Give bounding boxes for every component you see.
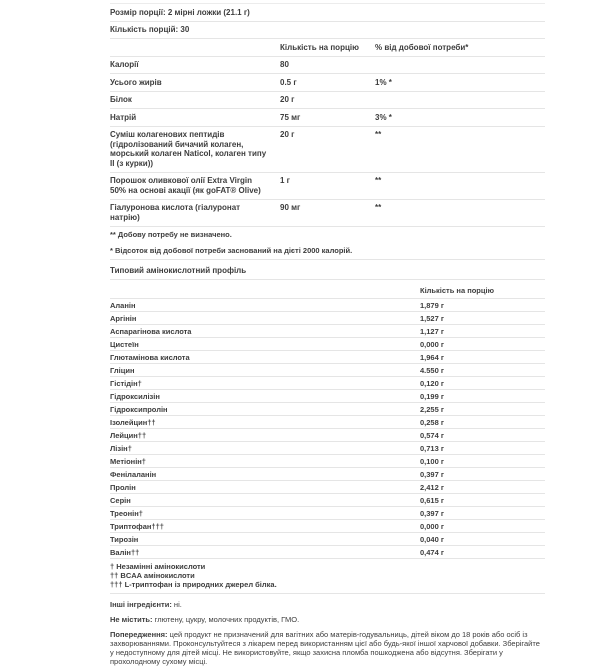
facts-row [110, 109, 545, 127]
amino-name: Аспарагінова кислота [110, 326, 192, 336]
serving-size-text: Розмір порції: 2 мірні ложки (21.1 г) [110, 7, 250, 17]
amino-footnotes [110, 559, 545, 594]
facts-col-dv-header: % від добової потреби* [375, 42, 469, 52]
amino-row [110, 338, 545, 351]
amino-row [110, 312, 545, 325]
facts-row [110, 92, 545, 110]
nutrient-name: Гіалуронова кислота (гіалуронат натрію) [110, 203, 241, 222]
warning-paragraph [110, 630, 545, 666]
amino-name: Серін [110, 495, 131, 505]
free-of-line [110, 615, 545, 624]
amino-row [110, 325, 545, 338]
amino-row [110, 416, 545, 429]
warning-label: Попередження: [110, 630, 168, 639]
amino-amount: 0,000 г [420, 521, 444, 531]
amino-table [110, 299, 545, 559]
nutrient-name: Усього жирів [110, 77, 162, 87]
facts-row [110, 200, 545, 227]
facts-row [110, 57, 545, 75]
amino-amount: 1,964 г [420, 352, 444, 362]
facts-row [110, 173, 545, 200]
nutrient-daily-value: ** [375, 203, 382, 212]
amino-amount: 0,040 г [420, 534, 444, 544]
amino-amount: 0,000 г [420, 339, 444, 349]
amino-row [110, 546, 545, 559]
nutrient-daily-value: ** [375, 130, 382, 139]
amino-row [110, 494, 545, 507]
amino-row [110, 520, 545, 533]
amino-amount: 0,615 г [420, 495, 444, 505]
amino-name: Фенілаланін [110, 469, 157, 479]
amino-name: Цистеїн [110, 339, 139, 349]
amino-name: Аланін [110, 300, 136, 310]
amino-amount: 4.550 г [420, 365, 444, 375]
nutrient-amount: 1 г [280, 176, 291, 185]
amino-row [110, 364, 545, 377]
amino-header-row [110, 283, 545, 299]
amino-row [110, 481, 545, 494]
amino-row [110, 390, 545, 403]
amino-name: Глютамінова кислота [110, 352, 190, 362]
nutrient-name: Суміш колагенових пептидів (гідролізований бичачий колаген, морський колаген Naticol, колаген типу II (з курки)) [110, 130, 267, 168]
amino-row [110, 377, 545, 390]
amino-col-amount-header: Кількість на порцію [420, 286, 494, 295]
facts-header-row [110, 39, 545, 57]
nutrient-name: Натрій [110, 112, 137, 122]
nutrient-amount: 20 г [280, 130, 295, 139]
amino-name: Лізін† [110, 443, 132, 453]
amino-footnote: ††† L-триптофан із природних джерел білка. [110, 580, 277, 589]
nutrient-amount: 80 [280, 60, 289, 69]
amino-amount: 1,527 г [420, 313, 444, 323]
amino-name: Гідроксилізін [110, 391, 160, 401]
amino-name: Тирозін [110, 534, 139, 544]
amino-name: Лейцин†† [110, 430, 147, 440]
amino-amount: 0,397 г [420, 469, 444, 479]
amino-amount: 0,713 г [420, 443, 444, 453]
free-of-label: Не містить: [110, 615, 153, 624]
nutrient-daily-value: 3% * [375, 112, 392, 122]
amino-footnote: †† BCAA амінокислоти [110, 571, 195, 580]
warning-text: цей продукт не призначений для вагітних або матерів-годувальниць, дітей віком до 18 років або осіб із захворюваннями. Проконсультуйтеся з лікарем перед використанням цієї або будь-якої іншої харчової добавки. Зберігайте у недоступному для дітей місці. Не використовуйте, якщо захисна пломба пошкоджена або відсутня. Зберігати у прохолодному сухому місці. [110, 630, 540, 666]
nutrient-name: Білок [110, 95, 132, 104]
facts-table [110, 57, 545, 227]
amino-row [110, 403, 545, 416]
amino-name: Триптофан††† [110, 521, 164, 531]
facts-row [110, 74, 545, 92]
amino-row [110, 299, 545, 312]
amino-amount: 1,127 г [420, 326, 444, 336]
amino-header-spacer [110, 286, 420, 295]
amino-row [110, 468, 545, 481]
amino-name: Пролін [110, 482, 136, 492]
amino-amount: 0,474 г [420, 547, 444, 557]
amino-name: Гідроксипролін [110, 404, 168, 414]
amino-row [110, 351, 545, 364]
nutrient-amount: 90 мг [280, 203, 301, 212]
amino-amount: 2,255 г [420, 404, 444, 414]
amino-footnote: † Незамінні амінокислоти [110, 562, 206, 571]
serving-size-row [110, 3, 545, 22]
other-ingredients-label: Інші інгредієнти: [110, 600, 172, 609]
other-ingredients-line [110, 600, 545, 609]
amino-name: Гліцин [110, 365, 135, 375]
amino-row [110, 507, 545, 520]
amino-profile-title: Типовий амінокислотний профіль [110, 262, 545, 281]
amino-name: Треонін† [110, 508, 143, 518]
nutrient-daily-value: 1% * [375, 77, 392, 87]
nutrient-amount: 75 мг [280, 112, 301, 122]
amino-amount: 0,100 г [420, 456, 444, 466]
amino-amount: 0,199 г [420, 391, 444, 401]
footnote-dv-basis: * Відсоток від добової потреби заснований на дієті 2000 калорій. [110, 243, 545, 260]
amino-amount: 0,397 г [420, 508, 444, 518]
amino-row [110, 429, 545, 442]
amino-row [110, 442, 545, 455]
amino-amount: 1,879 г [420, 300, 444, 310]
amino-amount: 0,120 г [420, 378, 444, 388]
nutrient-name: Калорії [110, 60, 139, 69]
amino-row [110, 455, 545, 468]
amino-name: Аргінін [110, 313, 137, 323]
amino-name: Метіонін† [110, 456, 146, 466]
amino-amount: 0,258 г [420, 417, 444, 427]
amino-name: Ізолейцин†† [110, 417, 156, 427]
nutrient-daily-value: ** [375, 176, 382, 185]
servings-per-container-text: Кількість порцій: 30 [110, 25, 190, 34]
footnote-dv-not-established: ** Добову потребу не визначено. [110, 230, 232, 239]
servings-per-container-row [110, 22, 545, 40]
amino-amount: 2,412 г [420, 482, 444, 492]
free-of-text: глютену, цукру, молочних продуктів, ГМО. [154, 615, 300, 624]
amino-name: Валін†† [110, 547, 140, 557]
nutrient-amount: 20 г [280, 95, 295, 104]
nutrient-amount: 0.5 г [280, 77, 297, 87]
nutrient-name: Порошок оливкової олії Extra Virgin 50% на основі акації (як goFAT® Olive) [110, 176, 261, 195]
amino-amount: 0,574 г [420, 430, 444, 440]
amino-name: Гістідін† [110, 378, 142, 388]
facts-col-amount-header: Кількість на порцію [280, 42, 359, 52]
amino-row [110, 533, 545, 546]
facts-row [110, 127, 545, 173]
other-ingredients-text: ні. [173, 600, 182, 609]
